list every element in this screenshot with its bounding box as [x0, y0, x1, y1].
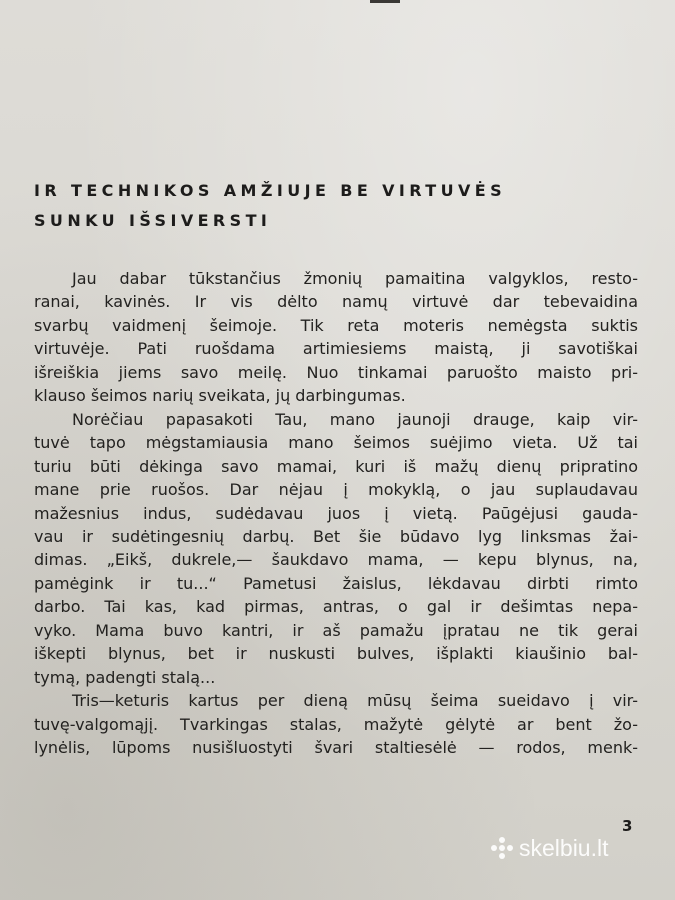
text-line: ranai, kavinės. Ir vis dėlto namų virtuvė dar tebevaidina — [34, 292, 638, 312]
text-line: mane prie ruošos. Dar nėjau į mokyklą, o jau suplaudavau — [34, 480, 638, 500]
watermark-text: skelbiu.lt — [519, 835, 609, 861]
text-line: Norėčiau papasakoti Tau, mano jaunoji drauge, kaip vir- — [72, 409, 638, 429]
text-line: dimas. „Eikš, dukrele,— šaukdavo mama, — kepu blynus, na, — [34, 550, 638, 570]
text-line: klauso šeimos narių sveikata, jų darbingumas. — [34, 386, 406, 406]
text-line: lynėlis, lūpoms nusišluostyti švari staltiesėlė — rodos, menk- — [34, 738, 638, 758]
text-line: iškepti blynus, bet ir nuskusti bulves, išplakti kiaušinio bal- — [34, 644, 638, 664]
text-line: išreiškia jiems savo meilę. Nuo tinkamai paruošto maisto pri- — [34, 362, 638, 382]
text-line: tuvė tapo mėgstamiausia mano šeimos suėjimo vieta. Už tai — [34, 433, 638, 453]
text-line: tuvę-valgomąjį. Tvarkingas stalas, mažytė gėlytė ar bent žo- — [34, 714, 638, 734]
text-line: vyko. Mama buvo kantri, ir aš pamažu įpratau ne tik gerai — [34, 620, 638, 640]
text-line: vau ir sudėtingesnių darbų. Bet šie būdavo lyg linksmas žai- — [34, 526, 638, 546]
body-text — [34, 267, 638, 760]
text-line: Tris—keturis kartus per dieną mūsų šeima sueidavo į vir- — [72, 691, 638, 711]
heading-line-2: SUNKU IŠSIVERSTI — [34, 211, 272, 230]
text-line: darbo. Tai kas, kad pirmas, antras, o gal ir dešimtas nepa- — [34, 597, 638, 617]
text-line: svarbų vaidmenį šeimoje. Tik reta moteris nemėgsta suktis — [34, 315, 638, 335]
text-line: mažesnius indus, sudėdavau juos į vietą. Paūgėjusi gauda- — [34, 503, 638, 523]
chapter-heading — [34, 176, 624, 236]
page-number: 3 — [622, 817, 633, 835]
text-line: turiu būti dėkinga savo mamai, kuri iš mažų dienų pripratino — [34, 456, 638, 476]
text-line: tymą, padengti stalą... — [34, 667, 216, 687]
dots-grid-icon — [491, 837, 513, 859]
top-edge-mark — [370, 0, 400, 3]
text-line: virtuvėje. Pati ruošdama artimiesiems maistą, ji savotiškai — [34, 339, 638, 359]
watermark — [491, 834, 608, 862]
text-line: pamėgink ir tu...“ Pametusi žaislus, lėkdavau dirbti rimto — [34, 573, 638, 593]
heading-line-1: IR TECHNIKOS AMŽIUJE BE VIRTUVĖS — [34, 181, 507, 200]
text-line: Jau dabar tūkstančius žmonių pamaitina valgyklos, resto- — [72, 269, 638, 288]
